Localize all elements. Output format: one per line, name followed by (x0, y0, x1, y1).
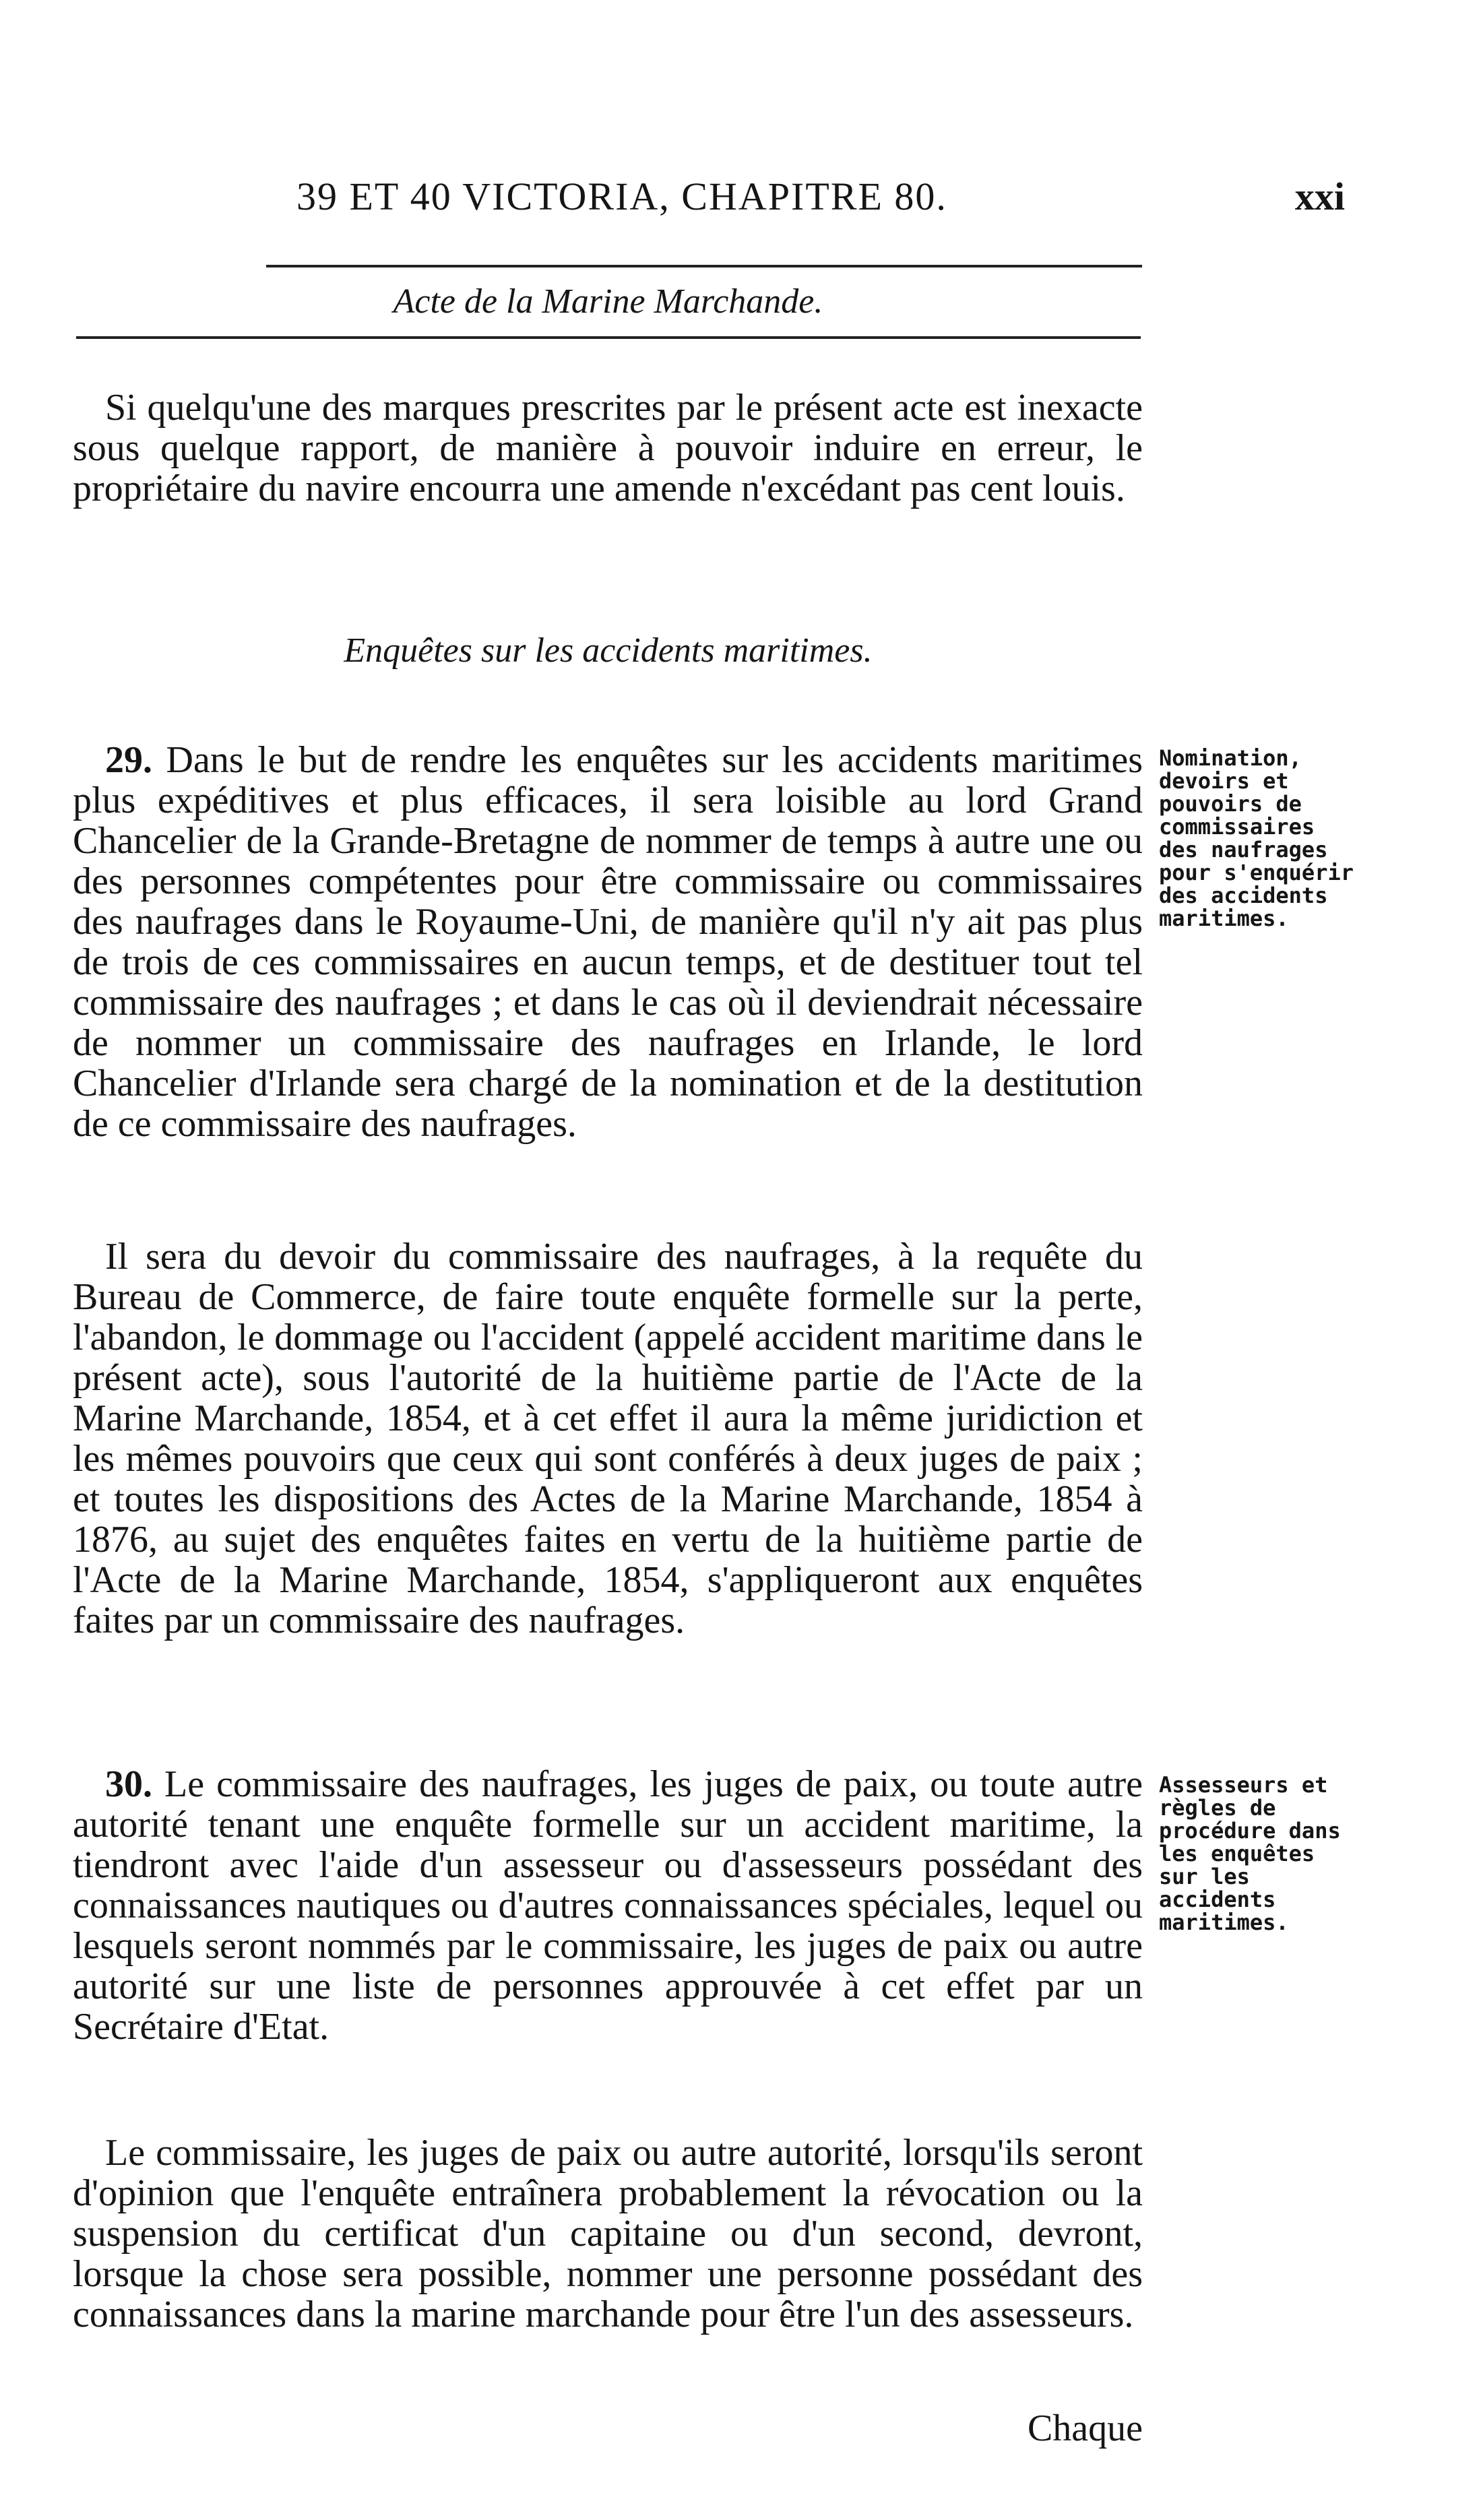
margin-note-section-29: Nomination, devoirs et pouvoirs de commissaires des naufrages pour s'enquérir des accidents maritimes. (1159, 745, 1354, 931)
section-30-paragraph-2-text: Le commissaire, les juges de paix ou autre autorité, lorsqu'ils seront d'opinion que l'enquête entraînera probablement la révocation ou la suspension du certificat d'un capitaine ou d'un second, devront, lorsque la chose sera possible, nommer une personne possédant des connaissances dans la marine marchande pour être l'un des assesseurs. (73, 2132, 1143, 2335)
margin-note-section-30: Assesseurs et règles de procédure dans les enquêtes sur les accidents maritimes. (1159, 1772, 1341, 1935)
catchword: Chaque (1027, 2407, 1143, 2449)
section-29-paragraph-2-text: Il sera du devoir du commissaire des naufrages, à la requête du Bureau de Commerce, de faire toute enquête formelle sur la perte, l'abandon, le dommage ou l'accident (appelé accident maritime dans le présent acte), sous l'autorité de la huitième partie de l'Acte de la Marine Marchande, 1854, et à cet effet il aura la même juridiction et les mêmes pouvoirs que ceux qui sont conférés à deux juges de paix ; et toutes les dispositions des Actes de la Marine Marchande, 1854 à 1876, au sujet des enquêtes faites en vertu de la huitième partie de l'Acte de la Marine Marchande, 1854, s'appliqueront aux enquêtes faites par un commissaire des naufrages. (73, 1236, 1143, 1641)
top-rule (266, 265, 1142, 267)
act-title: Acte de la Marine Marchande. (393, 282, 823, 321)
section-30-paragraph (73, 1764, 1143, 2047)
section-29-paragraph-2 (73, 1236, 1143, 1641)
section-29 (73, 740, 1143, 1144)
running-head (0, 174, 1481, 228)
paragraph-marks (73, 387, 1143, 509)
bottom-rule (76, 336, 1141, 339)
section-30-paragraph-2 (73, 2133, 1143, 2335)
section-30-text: Le commissaire des naufrages, les juges de paix, ou toute autre autorité tenant une enquête formelle sur un accident maritime, la tiendront avec l'aide d'un assesseur ou d'assesseurs possédant des connaissances nautiques ou d'autres connaissances spéciales, lequel ou lesquels seront nommés par le commissaire, les juges de paix ou autre autorité sur une liste de personnes approuvée à cet effet par un Secrétaire d'Etat. (73, 1763, 1143, 2048)
paragraph-marks-text: Si quelqu'une des marques prescrites par le présent acte est inexacte sous quelque rapport, de manière à pouvoir induire en erreur, le propriétaire du navire encourra une amende n'excédant pas cent louis. (73, 387, 1143, 509)
section-29-paragraph (73, 740, 1143, 1144)
section-29-text: Dans le but de rendre les enquêtes sur les accidents maritimes plus expéditives et plus efficaces, il sera loisible au lord Grand Chancelier de la Grande-Bretagne de nommer de temps à autre une ou des personnes compétentes pour être commissaire ou commissaires des naufrages dans le Royaume-Uni, de manière qu'il n'y ait pas plus de trois de ces commissaires en aucun temps, et de destituer tout tel commissaire des naufrages ; et dans le cas où il deviendrait nécessaire de nommer un commissaire des naufrages en Irlande, le lord Chancelier d'Irlande sera chargé de la nomination et de la destitution de ce commissaire des naufrages. (73, 739, 1143, 1145)
chapter-title: 39 ET 40 VICTORIA, CHAPITRE 80. (296, 175, 947, 218)
page-number: xxi (1294, 175, 1345, 218)
section-29-number: 29. (105, 739, 152, 781)
section-30 (73, 1764, 1143, 2047)
section-heading-inquiries: Enquêtes sur les accidents maritimes. (344, 631, 873, 670)
section-30-number: 30. (105, 1763, 152, 1805)
